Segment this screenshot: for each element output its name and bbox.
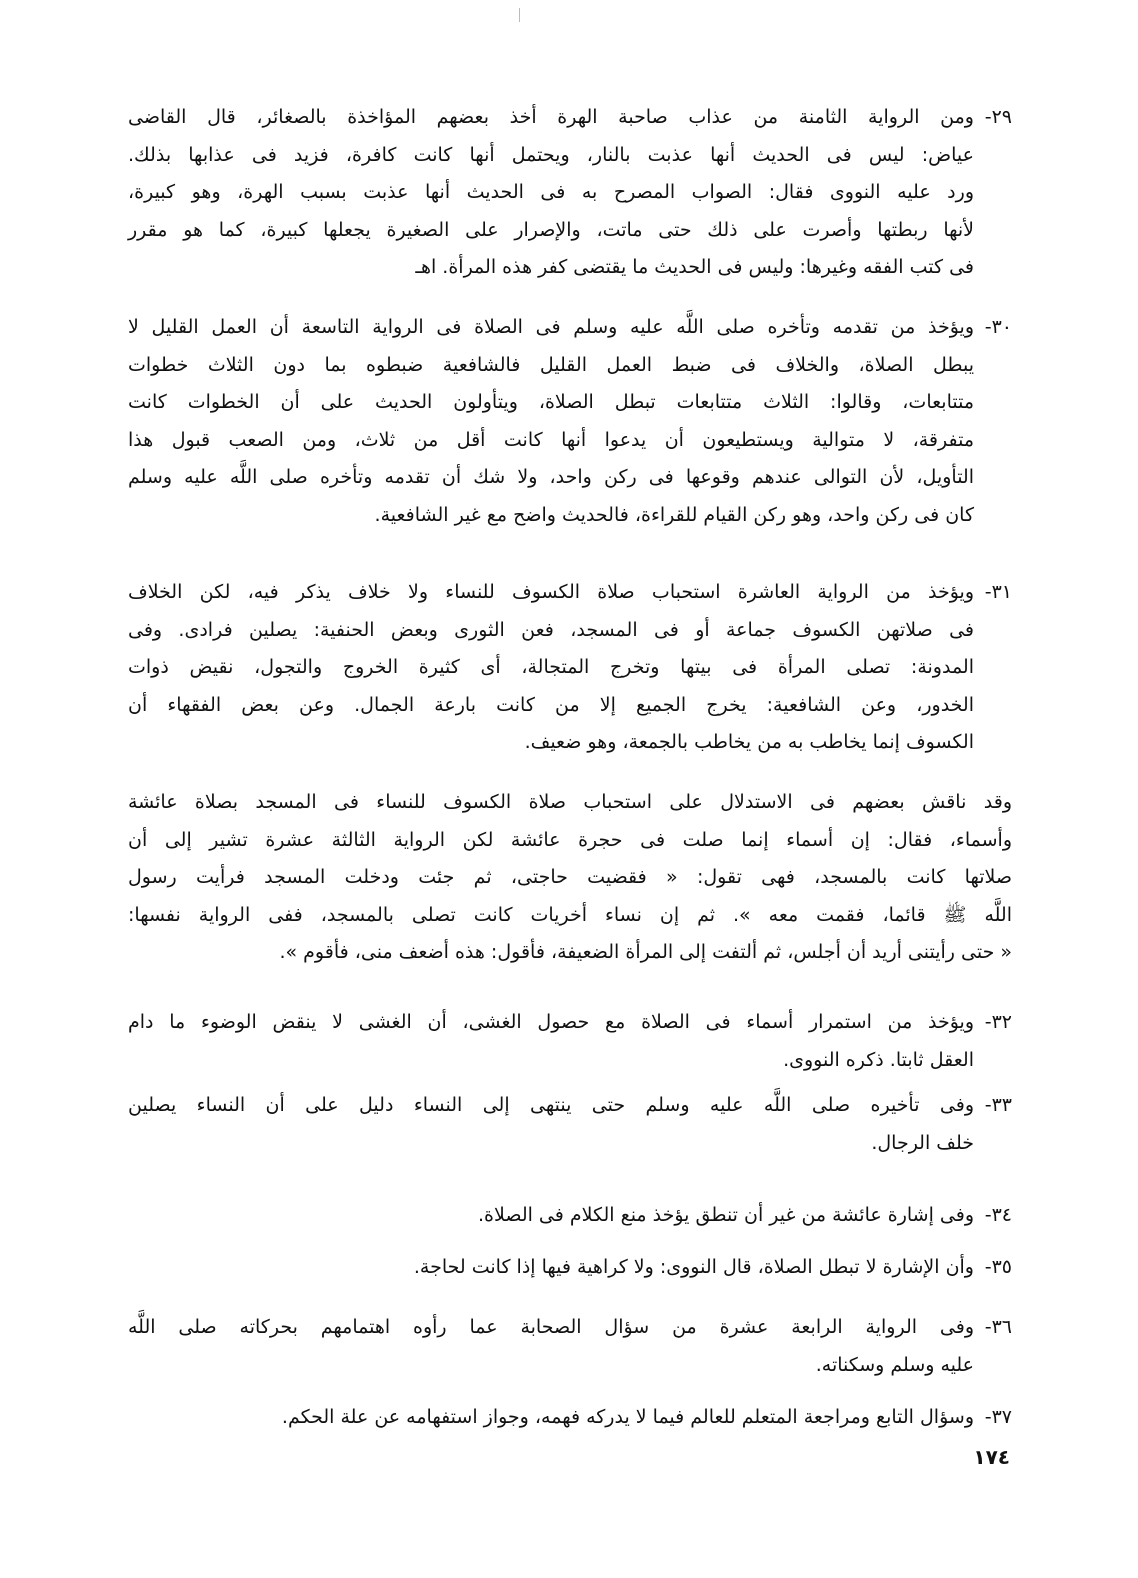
scan-mark (519, 8, 520, 22)
paragraph-36 (128, 1309, 1012, 1384)
item-number: ٣٤- (984, 1204, 1012, 1226)
text-line: ويؤخذ من استمرار أسماء فى الصلاة مع حصول الغشى، أن الغشى لا ينقض الوضوء ما دام (128, 1011, 974, 1033)
item-number: ٣٢- (984, 1011, 1012, 1033)
text-line: ويؤخذ من تقدمه وتأخره صلى اللَّه عليه وسلم فى الصلاة فى الرواية التاسعة أن العمل القليل لا (128, 316, 974, 338)
text-line: ويؤخذ من الرواية العاشرة استحباب صلاة الكسوف للنساء ولا خلاف يذكر فيه، لكن الخلاف (128, 581, 974, 603)
text-line: وقد ناقش بعضهم فى الاستدلال على استحباب صلاة الكسوف للنساء فى المسجد بصلاة عائشة (128, 791, 1012, 813)
item-number: ٢٩- (984, 106, 1012, 128)
text-line: « حتى رأيتنى أريد أن أجلس، ثم ألتفت إلى المرأة الضعيفة، فأقول: هذه أضعف منى، فأقوم ». (279, 941, 1012, 963)
text-line: يبطل الصلاة، والخلاف فى ضبط العمل القليل فالشافعية ضبطوه بما دون الثلاث خطوات (128, 353, 974, 376)
paragraph-33 (128, 1087, 1012, 1162)
text-line: المدونة: تصلى المرأة فى بيتها وتخرج المتجالة، أى كثيرة الخروج والتجول، نقيض ذوات (128, 656, 974, 678)
text-line: التأويل، لأن التوالى عندهم وقوعها فى ركن واحد، ولا شك أن تقدمه وتأخره صلى اللَّه عليه وسلم (128, 466, 974, 488)
text-line: فى كتب الفقه وغيرها: وليس فى الحديث ما يقتضى كفر هذه المرأة. اهـ (415, 256, 974, 278)
text-line: ورد عليه النووى فقال: الصواب المصرح به فى الحديث أنها عذبت بسبب الهرة، وهو كبيرة، (128, 181, 974, 203)
text-line: العقل ثابتا. ذكره النووى. (783, 1048, 974, 1071)
text-line: وأن الإشارة لا تبطل الصلاة، قال النووى: ولا كراهية فيها إذا كانت لحاجة. (413, 1256, 974, 1278)
text-line: الكسوف إنما يخاطب به من يخاطب بالجمعة، وهو ضعيف. (524, 731, 974, 753)
paragraph-35 (128, 1249, 1012, 1287)
item-number: ٣١- (984, 581, 1012, 603)
item-number: ٣٣- (984, 1094, 1012, 1116)
text-line: لأنها ربطتها وأصرت على ذلك حتى ماتت، والإصرار على الصغيرة يجعلها كبيرة، كما هو مقرر (128, 218, 974, 241)
item-number: ٣٥- (984, 1256, 1012, 1278)
page-number: ١٧٤ (973, 1445, 1010, 1469)
item-number: ٣٦- (984, 1316, 1012, 1338)
text-line: صلاتها كانت بالمسجد، فهى تقول: « فقضيت حاجتى، ثم جئت ودخلت المسجد فرأيت رسول (128, 866, 1012, 888)
text-line: وفى تأخيره صلى اللَّه عليه وسلم حتى ينتهى إلى النساء دليل على أن النساء يصلين (128, 1094, 974, 1116)
text-line: وسؤال التابع ومراجعة المتعلم للعالم فيما لا يدركه فهمه، وجواز استفهامه عن علة الحكم. (281, 1406, 974, 1428)
text-line: وأسماء، فقال: إن أسماء إنما صلت فى حجرة عائشة لكن الرواية الثالثة عشرة تشير إلى أن (128, 828, 1012, 851)
text-line: فى صلاتهن الكسوف جماعة أو فى المسجد، فعن الثورى وبعض الحنفية: يصلين فرادى. وفى (128, 618, 974, 641)
text-line: كان فى ركن واحد، وهو ركن القيام للقراءة، فالحديث واضح مع غير الشافعية. (374, 503, 974, 526)
text-line: عياض: ليس فى الحديث أنها عذبت بالنار، ويحتمل أنها كانت كافرة، فزيد فى عذابها بذلك. (128, 143, 974, 166)
text-line: متتابعات، وقالوا: الثلاث متتابعات تبطل الصلاة، ويتأولون الحديث على أن الخطوات كانت (128, 391, 974, 413)
text-line: اللَّه ﷺ قائما، فقمت معه ». ثم إن نساء أخريات كانت تصلى بالمسجد، ففى الرواية نفسها: (128, 903, 1012, 926)
text-line: عليه وسلم وسكناته. (815, 1353, 974, 1376)
paragraph-34 (128, 1197, 1012, 1235)
text-line: الخدور، وعن الشافعية: يخرج الجميع إلا من كانت بارعة الجمال. وعن بعض الفقهاء أن (128, 693, 974, 716)
paragraph-32 (128, 1004, 1012, 1079)
text-line: وفى الرواية الرابعة عشرة من سؤال الصحابة عما رأوه اهتمامهم بحركاته صلى اللَّه (128, 1316, 974, 1338)
text-line: خلف الرجال. (871, 1131, 974, 1154)
item-number: ٣٠- (984, 316, 1012, 338)
item-number: ٣٧- (984, 1406, 1012, 1428)
paragraph-29 (128, 99, 1012, 287)
paragraph-continuation (128, 784, 1012, 972)
text-line: وفى إشارة عائشة من غير أن تنطق يؤخذ منع الكلام فى الصلاة. (478, 1204, 974, 1226)
paragraph-31 (128, 574, 1012, 762)
paragraph-30 (128, 309, 1012, 534)
paragraph-37 (128, 1399, 1012, 1437)
text-line: متفرقة، لا متوالية ويستطيعون أن يدعوا أنها كانت أقل من ثلاث، ومن الصعب قبول هذا (128, 428, 974, 451)
text-line: ومن الرواية الثامنة من عذاب صاحبة الهرة أخذ بعضهم المؤاخذة بالصغائر، قال القاضى (128, 106, 974, 128)
